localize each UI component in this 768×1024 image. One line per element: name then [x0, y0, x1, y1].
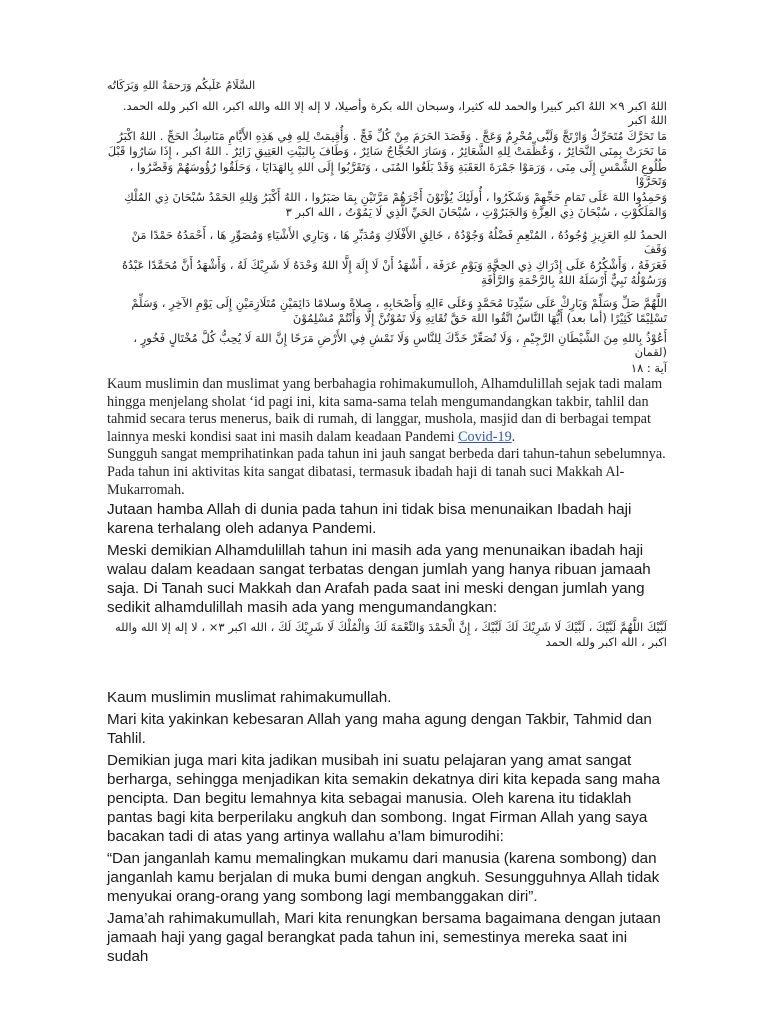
paragraph: Jutaan hamba Allah di dunia pada tahun ini tidak bisa menunaikan Ibadah haji karena terhalang oleh adanya Pandemi.	[107, 501, 632, 538]
arabic-line: الحمدُ للهِ العَزِيزِ وُجُودُهُ ، المُنْعِمِ فَضْلُهُ وَجُوْدُهُ ، خَالِقِ الأَفْلَاكِ وَمُدَبِّرِ هَا ، وَبَارِي الأَشْيَاءِ وَمُصَوِّرِ هَا ، أَحْمَدُهُ حَمْدًا مَنْ وَقَفَ	[131, 227, 667, 256]
arabic-line: اللهُ اكبر ٩× اللهُ اكبر كبيرا والحمد لله كثيرا، وسبحان الله بكرة وأصيلا، لا إله إلا الله والله اكبر، الله اكبر ولله الحمد. اللهُ اكبر	[122, 98, 667, 127]
paragraph: Kaum muslimin muslimat rahimakumullah.	[107, 689, 392, 707]
arabic-talbiyah: لَبَّيْكَ اللَّهُمَّ لَبَّيْكَ ، لَبَّيْكَ لَا شَرِيْكَ لَكَ لَبَّيْكَ ، إِنَّ الْحَمْدَ وَالنِّعْمَةَ لَكَ وَالْمُلْكَ لَا شَرِيْكَ لَكَ ، الله اكبر ٣× ، لا إله إلا الله والله اكبر ، الله اكبر ولله الحمد	[115, 620, 667, 650]
arabic-line: تَسْلِيْمًا كَثِيْرًا (أما بعد) أَيُّهَا النَّاسُ اتَّقُوا اللهَ حَقَّ تُقَاتِهِ وَلَا تَمُوْتُنَّ إِلَّا وَأَنْتُمْ مُسْلِمُوْنَ	[292, 311, 667, 325]
arabic-greeting: السَّلَامُ عَلَيكُم وَرَحمَةُ اللهِ وَبَرَكَاتُه	[107, 79, 256, 92]
arabic-line: اللَّهُمَّ صَلِّ وَسَلِّمْ وَبَارِكْ عَلَى سَيِّدِنَا مُحَمَّدٍ وَعَلَى ءَالِهِ وَأَصْحَابِهِ ، صلاةً وسلامًا دَائِمَيْنِ مُتَلَازِمَيْنِ إِلَى يَوْمِ الآخِرِ ، وَسَلِّمْ	[131, 295, 667, 310]
arabic-line: مَا تَحَرَّكَ مُتَحَرِّكٌ وَارْتَجَّ وَلَبَّى مُحْرِمٌ وَعَجَّ . وَقَصَدَ الحَرَمَ مِنْ كُلِّ فَجٍّ . وَأُقِيمَتْ لِلهِ فِي هَذِهِ الأَيَّامِ مَنَاسِكُ الحَجِّ . اللهُ اكْبَرُ	[117, 128, 667, 143]
arabic-hamdalah-block	[107, 228, 667, 288]
arabic-line: أَعُوْذُ بِاللهِ مِنَ الشَّيْطَانِ الرَّجِيْمِ ، وَلَا تُصَعِّرْ خَدَّكَ لِلنَّاسِ وَلَا تَمْشِ فِي الأَرْضِ مَرَحًا إِنَّ اللهَ لَا يُحِبُّ كُلَّ مُخْتَالٍ فَخُورٍ ، (لقمان	[133, 330, 667, 359]
arabic-takbir-block	[107, 99, 667, 220]
paragraph: Pada tahun ini aktivitas kita sangat dibatasi, termasuk ibadah haji di tanah suci Makkah Al-Mukarromah.	[107, 463, 625, 498]
arabic-line: وَحَمِدُوا اللهَ عَلَى تَمَامِ حَجِّهِمْ وَشَكَرُوا ، أُولَئِكَ يُؤْتَوْنَ أَجْرَهُمْ مَرَّتَيْنِ بِمَا صَبَرُوا ، اللهُ أَكْبَرُ وَلِلهِ الحَمْدُ سُبْحَانَ ذِي المُلْكِ	[124, 189, 667, 204]
arabic-line: فَعَرَفَهُ ، وَأَشْكُرُهُ عَلَى إِدْرَاكِ ذِي الحِجَّةِ وَيَوْمِ عَرَفَة ، أَشْهَدُ أَنْ لَا إِلَهَ إِلَّا اللهُ وَحْدَهُ لَا شَرِيْكَ لَهُ ، وَأَشْهَدُ أَنَّ مُحَمَّدًا عَبْدُهُ	[121, 257, 667, 272]
arabic-line: وَالمَلَكُوْتِ ، سُبْحَانَ ذِي العِزَّةِ وَالجَبَرُوْتِ ، سُبْحَانَ الحَيِّ الَّذِي لَا يَمُوْتُ ، الله اكبر ٣	[285, 205, 667, 219]
paragraph-quote: “Dan janganlah kamu memalingkan mukamu dari manusia (karena sombong) dan janganlah kamu berjalan di muka bumi dengan angkuh. Sesungguhnya Allah tidak menyukai orang-orang yang sombong lagi membanggakan diri”.	[107, 850, 660, 906]
paragraph: Sungguh sangat memprihatinkan pada tahun ini jauh sangat berbeda dari tahun-tahun sebelumnya.	[107, 446, 666, 463]
paragraph-text: .	[511, 428, 516, 445]
arabic-ayat-block	[107, 331, 667, 376]
covid-19-link[interactable]: Covid-19	[458, 428, 512, 445]
document-body	[107, 79, 667, 969]
arabic-line: آية : ١٨	[630, 360, 667, 375]
paragraph: Meski demikian Alhamdulillah tahun ini masih ada yang menunaikan ibadah haji walau dalam keadaan sangat terbatas dengan jumlah yang hanya ribuan jamaah saja. Di Tanah suci Makkah dan Arafah pada saat ini meski dengan jumlah yang sedikit alhamdulillah masih ada yang mengumandangkan:	[107, 542, 651, 617]
paragraph-text: Kaum muslimin dan muslimat yang berbahagia rohimakumulloh, Alhamdulillah sejak tadi malam hingga menjelang sholat ‘id pagi ini, kita sama-sama telah mengumandangkan takbir, tahlil dan tahmid secara terus menerus, baik di rumah, di langgar, mushola, masjid dan di berbagai tempat lainnya meski kondisi saat ini masih dalam keadaan Pandemi	[107, 376, 663, 445]
paragraph: Demikian juga mari kita jadikan musibah ini suatu pelajaran yang amat sangat berharga, sehingga menjadikan kita semakin dekatnya diri kita kepada sang maha pencipta. Dan begitu lemahnya kita sebagai manusia. Oleh karena itu tidaklah pantas bagi kita berperilaku angkuh dan sombong. Ingat Firman Allah yang saya bacakan tadi di atas yang artinya wallahu a’lam bimurodihi:	[107, 752, 660, 846]
arabic-line: طُلُوعِ الشَّمْسِ إِلَى مِنَى ، وَرَمَوْا جَمْرَةَ العَقَبَةِ وَقَدْ بَلَغُوا المُنَى ، وَتَقَرَّبُوا إِلَى اللهِ بِالهَدَايَا ، وَحَلَقُوا رُؤُوسَهُمْ وَقَصَّرُوا ، وَتَحَرَّوْا	[129, 159, 667, 188]
paragraph: Mari kita yakinkan kebesaran Allah yang maha agung dengan Takbir, Tahmid dan Tahlil.	[107, 711, 652, 748]
paragraph-intro	[107, 376, 667, 446]
paragraph: Jama’ah rahimakumullah, Mari kita renungkan bersama bagaimana dengan jutaan jamaah haji yang gagal berangkat pada tahun ini, semestinya mereka saat ini sudah	[107, 910, 661, 966]
arabic-shalawat-block	[107, 296, 667, 326]
arabic-line: وَرَسُوْلُهُ نَبِيٌّ أَرْسَلَهُ اللهُ بِالرَّحْمَةِ وَالرَّأْفَةِ	[481, 273, 667, 287]
arabic-line: مَا نَحَرَتْ بِمِنَى النَّحَائِرُ ، وَعُظِّمَتْ لِلهِ الشَّعَائِرُ ، وَسَارَ الحُجَّاجُ سَائِرٌ ، وَطَافَ بِالبَيْتِ العَتِيقِ زَائِرٌ . اللهُ اكبر ، إِذَا سَارُوا قَبْلَ	[107, 144, 667, 158]
